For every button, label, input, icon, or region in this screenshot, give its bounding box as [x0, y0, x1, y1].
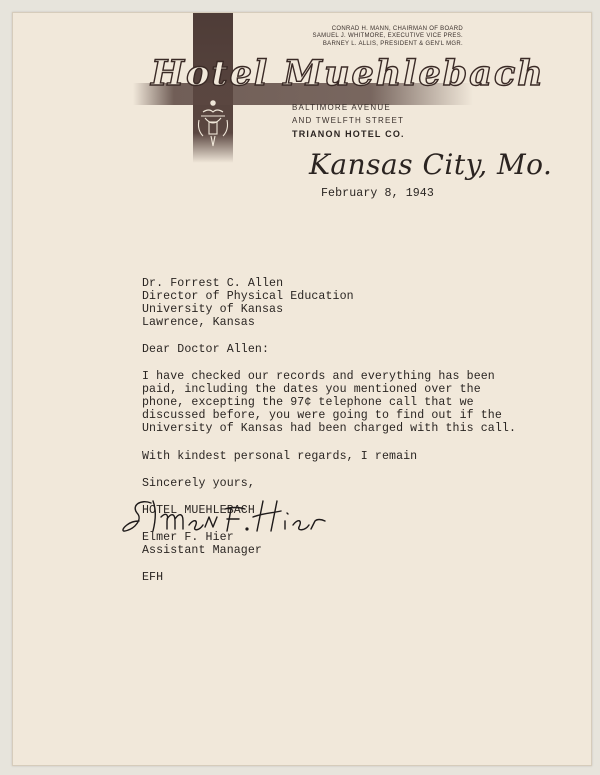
- signer-title: Assistant Manager: [142, 544, 262, 557]
- address-line-2: AND TWELFTH STREET: [292, 116, 405, 125]
- body-line: phone, excepting the 97¢ telephone call that we: [142, 396, 474, 409]
- salutation: Dear Doctor Allen:: [142, 343, 270, 356]
- body-line: University of Kansas had been charged with this call.: [142, 422, 517, 435]
- sign-off: Sincerely yours,: [142, 477, 255, 490]
- hotel-name-logo: Hotel Muehlebach: [151, 53, 545, 94]
- company-name: TRIANON HOTEL CO.: [292, 129, 405, 139]
- officer-line: BARNEY L. ALLIS, PRESIDENT & GEN'L MGR.: [322, 40, 463, 47]
- letter-date: February 8, 1943: [321, 187, 434, 200]
- signer-name: Elmer F. Hier: [142, 531, 234, 544]
- recipient-line: Dr. Forrest C. Allen: [142, 277, 284, 290]
- city-name: Kansas City, Mo.: [309, 148, 553, 181]
- recipient-line: Director of Physical Education: [142, 290, 354, 303]
- officer-line: CONRAD H. MANN, CHAIRMAN OF BOARD: [331, 26, 463, 32]
- typist-initials: EFH: [142, 571, 164, 584]
- recipient-line: Lawrence, Kansas: [142, 316, 255, 329]
- officers-list: [313, 26, 463, 48]
- body-line: discussed before, you were going to find out if the: [142, 409, 502, 422]
- letter-page: [12, 12, 592, 766]
- address-line-1: BALTIMORE AVENUE: [292, 103, 391, 112]
- recipient-line: University of Kansas: [142, 303, 284, 316]
- closing-line: With kindest personal regards, I remain: [142, 450, 418, 463]
- body-line: I have checked our records and everything has been: [142, 370, 495, 383]
- body-line: paid, including the dates you mentioned over the: [142, 383, 481, 396]
- firm-name: HOTEL MUEHLEBACH: [142, 504, 255, 517]
- officer-line: SAMUEL J. WHITMORE, EXECUTIVE VICE PRES.: [312, 33, 463, 40]
